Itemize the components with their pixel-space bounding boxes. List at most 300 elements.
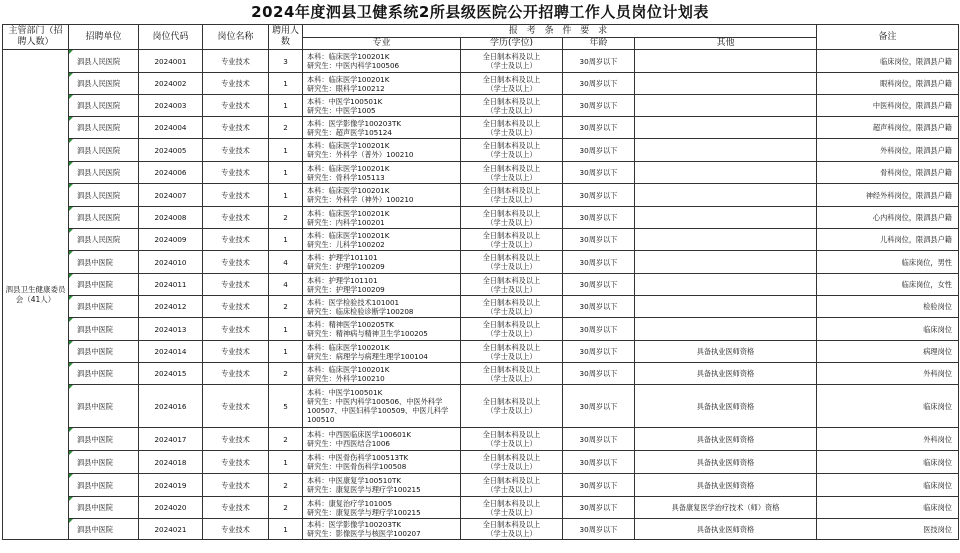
remark-cell: 外科岗位，限泗县户籍 <box>817 139 959 162</box>
major-cell <box>303 385 461 428</box>
unit-label: 泗县中医院 <box>77 457 113 467</box>
edu-cell <box>461 184 563 207</box>
code-cell: 2024006 <box>139 162 203 184</box>
unit-cell <box>69 50 139 73</box>
header-major: 专业 <box>303 38 461 50</box>
code-cell: 2024012 <box>139 296 203 318</box>
cell-line: 全日制本科及以上 <box>482 297 541 307</box>
age-cell: 30周岁以下 <box>563 139 635 162</box>
remark-cell: 骨科岗位，限泗县户籍 <box>817 162 959 184</box>
remark-cell: 医技岗位 <box>817 519 959 540</box>
table-row <box>3 50 959 73</box>
post-cell: 专业技术 <box>203 117 269 139</box>
unit-cell <box>69 296 139 318</box>
remark-cell: 临床岗位 <box>817 451 959 474</box>
major-cell <box>303 363 461 385</box>
cell-line: 本科：中医学100501K <box>307 96 383 106</box>
header-age: 年龄 <box>563 38 635 50</box>
edu-cell <box>461 251 563 274</box>
post-cell: 专业技术 <box>203 296 269 318</box>
remark-cell: 中医科岗位，限泗县户籍 <box>817 95 959 117</box>
major-cell <box>303 251 461 274</box>
cell-line: 本科：临床医学100201K <box>307 208 390 218</box>
major-cell <box>303 50 461 73</box>
cell-line: 本科：中医骨伤科学100513TK <box>307 453 409 462</box>
cell-line: （学士及以上） <box>486 172 537 182</box>
cell-line: （学士及以上） <box>486 485 537 494</box>
unit-label: 泗县人民医院 <box>77 145 121 155</box>
cell-line: （学士及以上） <box>486 406 537 415</box>
header-code: 岗位代码 <box>139 25 203 50</box>
post-cell: 专业技术 <box>203 207 269 229</box>
major-cell <box>303 184 461 207</box>
cell-line: 100510 <box>307 415 335 424</box>
cell-line: 研究生：超声医学105124 <box>307 127 392 137</box>
cell-line: （学士及以上） <box>486 150 537 159</box>
post-cell: 专业技术 <box>203 341 269 363</box>
unit-cell <box>69 451 139 474</box>
age-cell: 30周岁以下 <box>563 117 635 139</box>
other-cell <box>635 95 817 117</box>
unit-cell <box>69 207 139 229</box>
cell-line: 研究生：病理学与病理生理学100104 <box>307 351 428 361</box>
other-cell <box>635 184 817 207</box>
code-cell: 2024009 <box>139 229 203 251</box>
table-row <box>3 385 959 428</box>
remark-cell: 临床岗位，女性 <box>817 274 959 296</box>
count-cell: 1 <box>269 318 303 341</box>
unit-cell <box>69 341 139 363</box>
cell-line: 全日制本科及以上 <box>482 141 541 150</box>
recruitment-table <box>2 24 959 540</box>
table-row <box>3 117 959 139</box>
cell-line: 本科：中医康复学100510TK <box>307 476 402 485</box>
code-cell: 2024001 <box>139 50 203 73</box>
age-cell: 30周岁以下 <box>563 251 635 274</box>
unit-label: 泗县中医院 <box>77 302 113 311</box>
cell-line: （学士及以上） <box>486 105 537 115</box>
count-cell: 1 <box>269 229 303 251</box>
post-cell: 专业技术 <box>203 363 269 385</box>
cell-line: 全日制本科及以上 <box>482 208 541 218</box>
count-cell: 1 <box>269 73 303 95</box>
edu-cell <box>461 207 563 229</box>
cell-line: 全日制本科及以上 <box>482 342 541 352</box>
header-unit: 招聘单位 <box>69 25 139 50</box>
major-cell <box>303 73 461 95</box>
cell-line: （学士及以上） <box>486 529 537 538</box>
cell-line: 研究生：康复医学与理疗学100215 <box>307 507 421 517</box>
post-cell: 专业技术 <box>203 497 269 519</box>
post-cell: 专业技术 <box>203 274 269 296</box>
major-cell <box>303 451 461 474</box>
cell-line: （学士及以上） <box>486 262 537 271</box>
cell-line: 研究生：外科学（神外）100210 <box>307 195 414 204</box>
post-cell: 专业技术 <box>203 318 269 341</box>
edu-cell <box>461 139 563 162</box>
cell-line: 研究生：外科学100210 <box>307 373 385 383</box>
edu-cell <box>461 73 563 95</box>
unit-label: 泗县人民医院 <box>77 213 121 222</box>
post-cell: 专业技术 <box>203 139 269 162</box>
age-cell: 30周岁以下 <box>563 428 635 451</box>
cell-line: 研究生：康复医学与理疗学100215 <box>307 485 421 494</box>
cell-line: 本科：临床医学100201K <box>307 141 390 150</box>
count-cell: 1 <box>269 519 303 540</box>
table-row <box>3 363 959 385</box>
major-cell <box>303 474 461 497</box>
header-post: 岗位名称 <box>203 25 269 50</box>
cell-line: 本科：临床医学100201K <box>307 230 390 240</box>
unit-cell <box>69 251 139 274</box>
major-cell <box>303 229 461 251</box>
code-cell: 2024005 <box>139 139 203 162</box>
table-row <box>3 474 959 497</box>
cell-line: （学士及以上） <box>486 127 537 137</box>
cell-line: 全日制本科及以上 <box>482 52 541 61</box>
age-cell: 30周岁以下 <box>563 474 635 497</box>
remark-cell: 临床岗位 <box>817 318 959 341</box>
cell-line: （学士及以上） <box>486 61 537 70</box>
age-cell: 30周岁以下 <box>563 274 635 296</box>
unit-label: 泗县中医院 <box>77 401 113 411</box>
age-cell: 30周岁以下 <box>563 318 635 341</box>
post-cell: 专业技术 <box>203 474 269 497</box>
count-cell: 2 <box>269 428 303 451</box>
post-cell: 专业技术 <box>203 95 269 117</box>
major-cell <box>303 95 461 117</box>
cell-line: 研究生：中医骨伤科学100508 <box>307 462 407 471</box>
cell-line: 本科：医学检验技术101001 <box>307 297 400 307</box>
other-cell <box>635 117 817 139</box>
cell-line: 本科：康复治疗学101005 <box>307 498 392 508</box>
remark-cell: 眼科岗位，限泗县户籍 <box>817 73 959 95</box>
other-cell <box>635 139 817 162</box>
major-cell <box>303 117 461 139</box>
header-dept: 主管部门（招聘人数） <box>3 25 69 50</box>
post-cell: 专业技术 <box>203 451 269 474</box>
cell-line: 全日制本科及以上 <box>482 275 541 285</box>
post-cell: 专业技术 <box>203 50 269 73</box>
age-cell: 30周岁以下 <box>563 207 635 229</box>
cell-line: （学士及以上） <box>486 462 537 471</box>
cell-line: 研究生：护理学100209 <box>307 262 385 271</box>
major-cell <box>303 341 461 363</box>
unit-cell <box>69 139 139 162</box>
unit-label: 泗县人民医院 <box>77 190 121 200</box>
unit-cell <box>69 95 139 117</box>
unit-label: 泗县中医院 <box>77 524 113 534</box>
cell-line: 本科：医学影像学100203TK <box>307 118 402 128</box>
code-cell: 2024004 <box>139 117 203 139</box>
unit-label: 泗县中医院 <box>77 280 113 289</box>
table-row <box>3 274 959 296</box>
edu-cell <box>461 162 563 184</box>
cell-line: 全日制本科及以上 <box>482 96 541 106</box>
other-cell: 具备执业医师资格 <box>635 385 817 428</box>
age-cell: 30周岁以下 <box>563 497 635 519</box>
cell-line: 研究生：外科学（普外）100210 <box>307 150 414 159</box>
cell-line: 本科：中西医临床医学100601K <box>307 430 412 439</box>
unit-cell <box>69 428 139 451</box>
table-row <box>3 519 959 540</box>
unit-cell <box>69 497 139 519</box>
age-cell: 30周岁以下 <box>563 184 635 207</box>
cell-line: 全日制本科及以上 <box>482 364 541 374</box>
unit-cell <box>69 363 139 385</box>
major-cell <box>303 139 461 162</box>
count-cell: 2 <box>269 474 303 497</box>
cell-line: （学士及以上） <box>486 83 537 93</box>
cell-line: 本科：临床医学100201K <box>307 342 390 352</box>
remark-cell: 外科岗位 <box>817 363 959 385</box>
unit-label: 泗县人民医院 <box>77 56 121 66</box>
cell-line: （学士及以上） <box>486 507 537 517</box>
age-cell: 30周岁以下 <box>563 341 635 363</box>
table-row <box>3 451 959 474</box>
other-cell: 具备执业医师资格 <box>635 428 817 451</box>
cell-line: 本科：临床医学100201K <box>307 52 390 61</box>
cell-line: 研究生：中医学1005 <box>307 105 376 115</box>
cell-line: 全日制本科及以上 <box>482 74 541 84</box>
major-cell <box>303 274 461 296</box>
code-cell: 2024003 <box>139 95 203 117</box>
header-remark: 备注 <box>817 25 959 50</box>
unit-label: 泗县人民医院 <box>77 101 121 110</box>
other-cell <box>635 50 817 73</box>
major-cell <box>303 519 461 540</box>
other-cell: 具备康复医学治疗技术（师）资格 <box>635 497 817 519</box>
code-cell: 2024008 <box>139 207 203 229</box>
cell-line: 全日制本科及以上 <box>482 230 541 240</box>
age-cell: 30周岁以下 <box>563 296 635 318</box>
unit-cell <box>69 385 139 428</box>
age-cell: 30周岁以下 <box>563 162 635 184</box>
edu-cell <box>461 318 563 341</box>
post-cell: 专业技术 <box>203 184 269 207</box>
table-row <box>3 229 959 251</box>
remark-cell: 临床岗位，男性 <box>817 251 959 274</box>
unit-label: 泗县人民医院 <box>77 79 121 88</box>
code-cell: 2024007 <box>139 184 203 207</box>
header-count: 聘用人数 <box>269 25 303 50</box>
cell-line: 全日制本科及以上 <box>482 186 541 195</box>
code-cell: 2024002 <box>139 73 203 95</box>
cell-line: 本科：临床医学100201K <box>307 364 390 374</box>
code-cell: 2024016 <box>139 385 203 428</box>
count-cell: 2 <box>269 497 303 519</box>
cell-line: 本科：医学影像学100203TK <box>307 520 402 529</box>
count-cell: 2 <box>269 207 303 229</box>
cell-line: 研究生：眼科学100212 <box>307 83 385 93</box>
count-cell: 4 <box>269 274 303 296</box>
major-cell <box>303 296 461 318</box>
major-cell <box>303 207 461 229</box>
count-cell: 5 <box>269 385 303 428</box>
edu-cell <box>461 341 563 363</box>
edu-cell <box>461 497 563 519</box>
code-cell: 2024019 <box>139 474 203 497</box>
code-cell: 2024020 <box>139 497 203 519</box>
unit-label: 泗县中医院 <box>77 503 113 512</box>
edu-cell <box>461 117 563 139</box>
cell-line: 全日制本科及以上 <box>482 520 541 529</box>
cell-line: 全日制本科及以上 <box>482 163 541 173</box>
remark-cell: 临床岗位，限泗县户籍 <box>817 50 959 73</box>
unit-cell <box>69 474 139 497</box>
cell-line: 本科：临床医学100201K <box>307 186 390 195</box>
cell-line: 本科：护理学101101 <box>307 275 378 285</box>
header-other: 其他 <box>635 38 817 50</box>
remark-cell: 外科岗位 <box>817 428 959 451</box>
edu-cell <box>461 50 563 73</box>
cell-line: 全日制本科及以上 <box>482 453 541 462</box>
other-cell: 具备执业医师资格 <box>635 474 817 497</box>
edu-cell <box>461 451 563 474</box>
remark-cell: 神经外科岗位，限泗县户籍 <box>817 184 959 207</box>
other-cell <box>635 162 817 184</box>
cell-line: （学士及以上） <box>486 306 537 316</box>
remark-cell: 超声科岗位，限泗县户籍 <box>817 117 959 139</box>
edu-cell <box>461 296 563 318</box>
other-cell: 具备执业医师资格 <box>635 363 817 385</box>
other-cell: 具备执业医师资格 <box>635 341 817 363</box>
cell-line: （学士及以上） <box>486 373 537 383</box>
edu-cell <box>461 385 563 428</box>
major-cell <box>303 497 461 519</box>
edu-cell <box>461 428 563 451</box>
age-cell: 30周岁以下 <box>563 73 635 95</box>
dept-cell: 泗县卫生健康委员会（41人） <box>3 50 69 540</box>
cell-line: 全日制本科及以上 <box>482 118 541 128</box>
other-cell <box>635 251 817 274</box>
cell-line: 研究生：中医内科学100506 <box>307 61 400 70</box>
cell-line: 研究生：内科学100201 <box>307 217 385 227</box>
cell-line: （学士及以上） <box>486 195 537 204</box>
age-cell: 30周岁以下 <box>563 363 635 385</box>
cell-line: 全日制本科及以上 <box>482 430 541 439</box>
table-row <box>3 139 959 162</box>
count-cell: 1 <box>269 162 303 184</box>
cell-line: 本科：中医学100501K <box>307 388 383 397</box>
count-cell: 1 <box>269 139 303 162</box>
cell-line: 本科：临床医学100201K <box>307 163 390 173</box>
age-cell: 30周岁以下 <box>563 50 635 73</box>
post-cell: 专业技术 <box>203 519 269 540</box>
other-cell <box>635 73 817 95</box>
count-cell: 3 <box>269 50 303 73</box>
count-cell: 2 <box>269 117 303 139</box>
cell-line: 全日制本科及以上 <box>482 397 541 406</box>
table-row <box>3 95 959 117</box>
cell-line: 全日制本科及以上 <box>482 320 541 329</box>
count-cell: 2 <box>269 296 303 318</box>
cell-line: 全日制本科及以上 <box>482 253 541 262</box>
other-cell <box>635 229 817 251</box>
edu-cell <box>461 95 563 117</box>
count-cell: 1 <box>269 184 303 207</box>
age-cell: 30周岁以下 <box>563 519 635 540</box>
unit-cell <box>69 274 139 296</box>
cell-line: 研究生：儿科学100202 <box>307 239 385 249</box>
code-cell: 2024014 <box>139 341 203 363</box>
remark-cell: 儿科岗位，限泗县户籍 <box>817 229 959 251</box>
remark-cell: 临床岗位 <box>817 497 959 519</box>
table-row <box>3 184 959 207</box>
unit-cell <box>69 318 139 341</box>
unit-label: 泗县中医院 <box>77 324 113 334</box>
table-row <box>3 73 959 95</box>
cell-line: 本科：护理学101101 <box>307 253 378 262</box>
unit-label: 泗县中医院 <box>77 480 113 490</box>
remark-cell: 病理岗位 <box>817 341 959 363</box>
code-cell: 2024010 <box>139 251 203 274</box>
edu-cell <box>461 519 563 540</box>
cell-line: （学士及以上） <box>486 284 537 294</box>
unit-cell <box>69 73 139 95</box>
unit-label: 泗县中医院 <box>77 347 113 356</box>
unit-label: 泗县人民医院 <box>77 168 121 177</box>
cell-line: 研究生：临床检验诊断学100208 <box>307 306 414 316</box>
remark-cell: 临床岗位 <box>817 474 959 497</box>
remark-cell: 检验岗位 <box>817 296 959 318</box>
count-cell: 1 <box>269 341 303 363</box>
cell-line: （学士及以上） <box>486 351 537 361</box>
count-cell: 1 <box>269 451 303 474</box>
unit-cell <box>69 229 139 251</box>
code-cell: 2024011 <box>139 274 203 296</box>
unit-label: 泗县中医院 <box>77 369 113 378</box>
unit-cell <box>69 184 139 207</box>
edu-cell <box>461 229 563 251</box>
major-cell <box>303 428 461 451</box>
unit-cell <box>69 162 139 184</box>
cell-line: 研究生：中西医结合1006 <box>307 439 390 448</box>
header-edu: 学历(学位) <box>461 38 563 50</box>
table-row <box>3 162 959 184</box>
major-cell <box>303 162 461 184</box>
cell-line: （学士及以上） <box>486 217 537 227</box>
unit-label: 泗县中医院 <box>77 434 113 444</box>
code-cell: 2024013 <box>139 318 203 341</box>
other-cell: 具备执业医师资格 <box>635 519 817 540</box>
other-cell <box>635 207 817 229</box>
post-cell: 专业技术 <box>203 229 269 251</box>
age-cell: 30周岁以下 <box>563 229 635 251</box>
unit-cell <box>69 117 139 139</box>
cell-line: 研究生：护理学100209 <box>307 284 385 294</box>
table-row <box>3 318 959 341</box>
unit-label: 泗县中医院 <box>77 257 113 267</box>
cell-line: 研究生：中医内科学100506、中医外科学 <box>307 397 443 406</box>
cell-line: 研究生：影像医学与核医学100207 <box>307 529 421 538</box>
post-cell: 专业技术 <box>203 385 269 428</box>
code-cell: 2024021 <box>139 519 203 540</box>
major-cell <box>303 318 461 341</box>
cell-line: 研究生：骨科学105113 <box>307 172 385 182</box>
table-row <box>3 296 959 318</box>
other-cell <box>635 274 817 296</box>
table-row <box>3 497 959 519</box>
cell-line: （学士及以上） <box>486 239 537 249</box>
post-cell: 专业技术 <box>203 428 269 451</box>
count-cell: 2 <box>269 363 303 385</box>
edu-cell <box>461 363 563 385</box>
post-cell: 专业技术 <box>203 251 269 274</box>
cell-line: 全日制本科及以上 <box>482 476 541 485</box>
post-cell: 专业技术 <box>203 73 269 95</box>
cell-line: （学士及以上） <box>486 329 537 338</box>
